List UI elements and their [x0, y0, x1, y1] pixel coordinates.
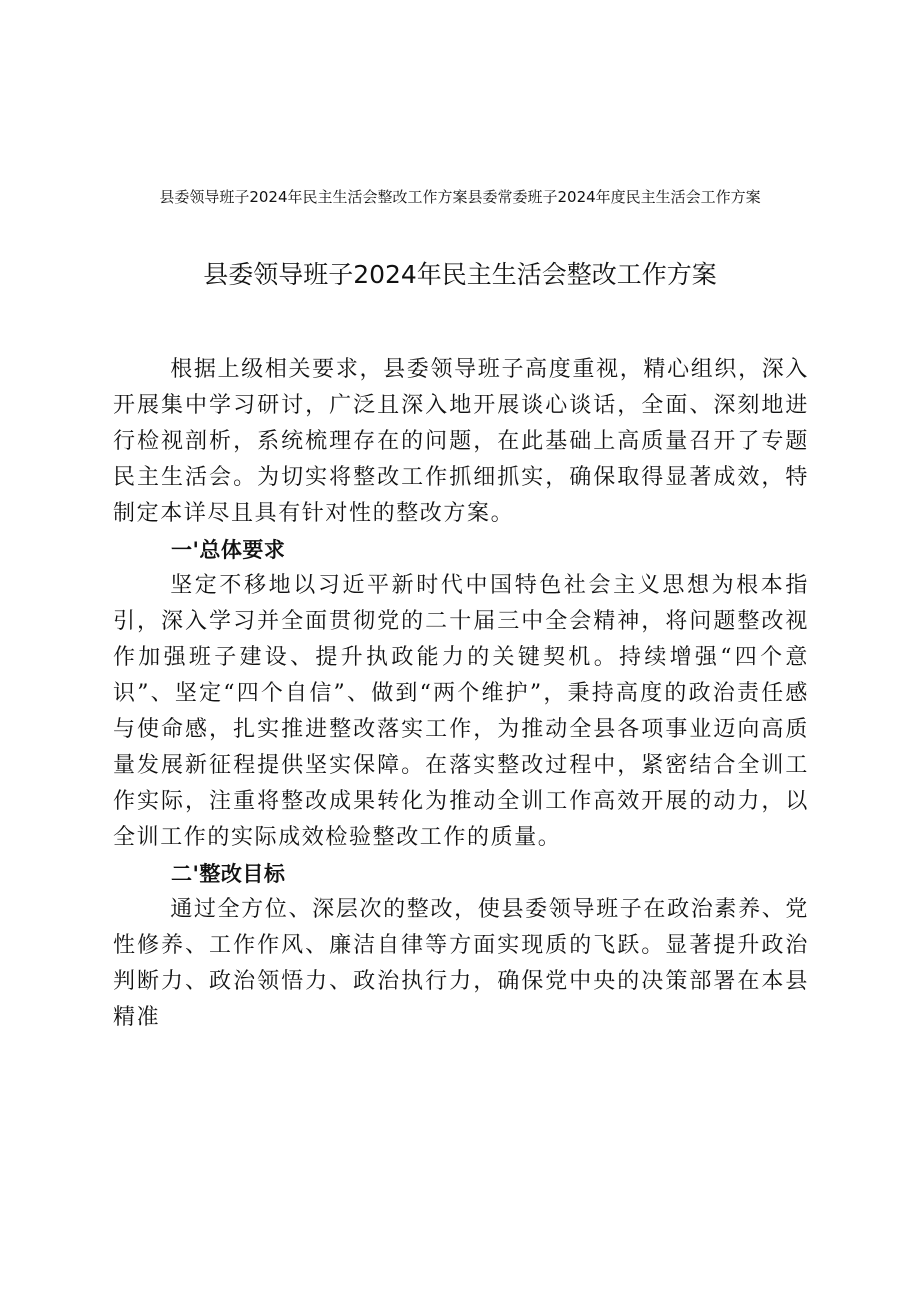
document-title: 县委领导班子2024年民主生活会整改工作方案 [203, 260, 717, 289]
intro-paragraph: 根据上级相关要求，县委领导班子高度重视，精心组织，深入开展集中学习研讨，广泛且深入地开展谈心谈话，全面、深刻地进行检视剖析，系统梳理存在的问题，在此基础上高质量召开了专题民主生活会。为切实将整改工作抓细抓实，确保取得显著成效，特制定本详尽且具有针对性的整改方案。 [113, 357, 809, 526]
section-paragraph-rectification-goals: 通过全方位、深层次的整改，使县委领导班子在政治素养、党性修养、工作作风、廉洁自律等方面实现质的飞跃。显著提升政治判断力、政治领悟力、政治执行力，确保党中央的决策部署在本县精准 [113, 897, 809, 1030]
document-body [113, 352, 809, 1036]
document-header: 县委领导班子2024年民主生活会整改工作方案县委常委班子2024年度民主生活会工作方案 [159, 188, 761, 206]
section-heading-rectification-goals: 二'整改目标 [171, 862, 286, 886]
section-heading-general-requirements: 一'总体要求 [171, 538, 286, 562]
section-paragraph-general-requirements: 坚定不移地以习近平新时代中国特色社会主义思想为根本指引，深入学习并全面贯彻党的二十届三中全会精神，将问题整改视作加强班子建设、提升执政能力的关键契机。持续增强“四个意识”、坚定“四个自信”、做到“两个维护”，秉持高度的政治责任感与使命感，扎实推进整改落实工作，为推动全县各项事业迈向高质量发展新征程提供坚实保障。在落实整改过程中，紧密结合全训工作实际，注重将整改成果转化为推动全训工作高效开展的动力，以全训工作的实际成效检验整改工作的质量。 [113, 573, 809, 850]
